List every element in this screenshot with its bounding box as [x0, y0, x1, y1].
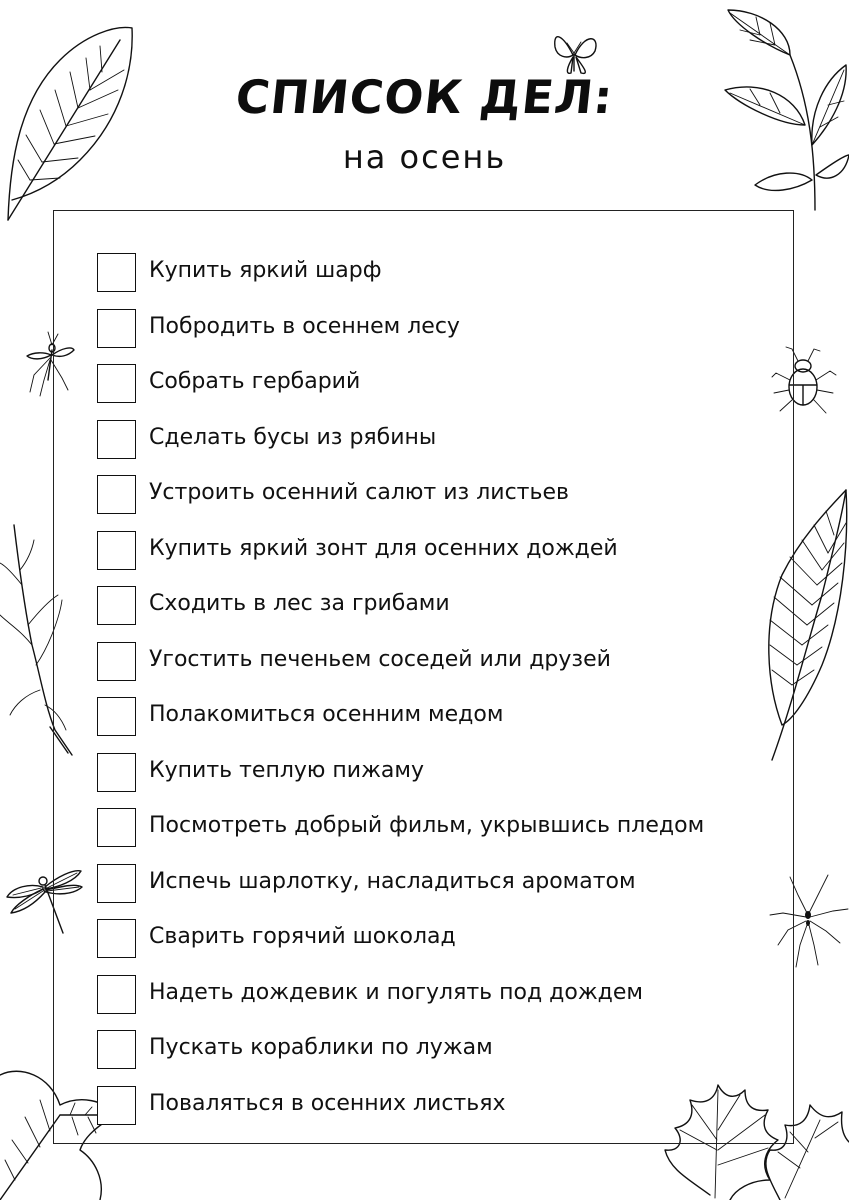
page-title: СПИСОК ДЕЛ:	[233, 70, 616, 124]
list-item	[97, 1086, 777, 1128]
list-item	[97, 642, 777, 684]
leaf-icon	[0, 10, 140, 230]
checkbox[interactable]	[97, 642, 136, 681]
item-label: Угостить печеньем соседей или друзей	[149, 646, 611, 672]
checkbox[interactable]	[97, 586, 136, 625]
checkbox[interactable]	[97, 420, 136, 459]
checkbox[interactable]	[97, 475, 136, 514]
item-label: Сварить горячий шоколад	[149, 924, 456, 949]
checkbox[interactable]	[97, 697, 136, 736]
list-item	[97, 309, 777, 351]
item-label: Купить яркий шарф	[149, 258, 382, 283]
item-label: Поваляться в осенних листьях	[149, 1090, 506, 1116]
list-item	[97, 975, 777, 1017]
list-item	[97, 475, 777, 517]
list-item	[97, 253, 777, 295]
item-label: Купить теплую пижаму	[149, 757, 425, 783]
item-label: Полакомиться осенним медом	[149, 702, 504, 727]
item-label: Пускать кораблики по лужам	[149, 1035, 493, 1060]
item-label: Устроить осенний салют из листьев	[149, 480, 569, 505]
list-item	[97, 364, 777, 406]
list-item	[97, 1030, 777, 1072]
list-item	[97, 808, 777, 850]
leaf-branch-icon	[720, 5, 849, 215]
butterfly-icon	[545, 25, 605, 80]
checkbox[interactable]	[97, 1086, 136, 1125]
item-label: Сделать бусы из рябины	[149, 424, 437, 450]
list-item	[97, 697, 777, 739]
item-label: Надеть дождевик и погулять под дождем	[149, 979, 643, 1005]
item-label: Купить яркий зонт для осенних дождей	[149, 535, 618, 561]
item-label: Побродить в осеннем лесу	[149, 313, 460, 339]
checkbox[interactable]	[97, 919, 136, 958]
item-label: Собрать гербарий	[149, 369, 361, 394]
checkbox[interactable]	[97, 753, 136, 792]
item-label: Испечь шарлотку, насладиться ароматом	[149, 868, 636, 894]
checkbox[interactable]	[97, 975, 136, 1014]
list-item	[97, 864, 777, 906]
checkbox[interactable]	[97, 531, 136, 570]
checkbox[interactable]	[97, 309, 136, 348]
list-item	[97, 586, 777, 628]
checkbox[interactable]	[97, 364, 136, 403]
checkbox[interactable]	[97, 864, 136, 903]
item-label: Посмотреть добрый фильм, укрывшись пледом	[149, 813, 705, 838]
list-item	[97, 919, 777, 961]
checkbox[interactable]	[97, 808, 136, 847]
checkbox[interactable]	[97, 253, 136, 292]
list-item	[97, 420, 777, 462]
list-item	[97, 531, 777, 573]
checkbox[interactable]	[97, 1030, 136, 1069]
item-label: Сходить в лес за грибами	[149, 591, 450, 616]
list-item	[97, 753, 777, 795]
page-subtitle: на осень	[342, 138, 507, 176]
